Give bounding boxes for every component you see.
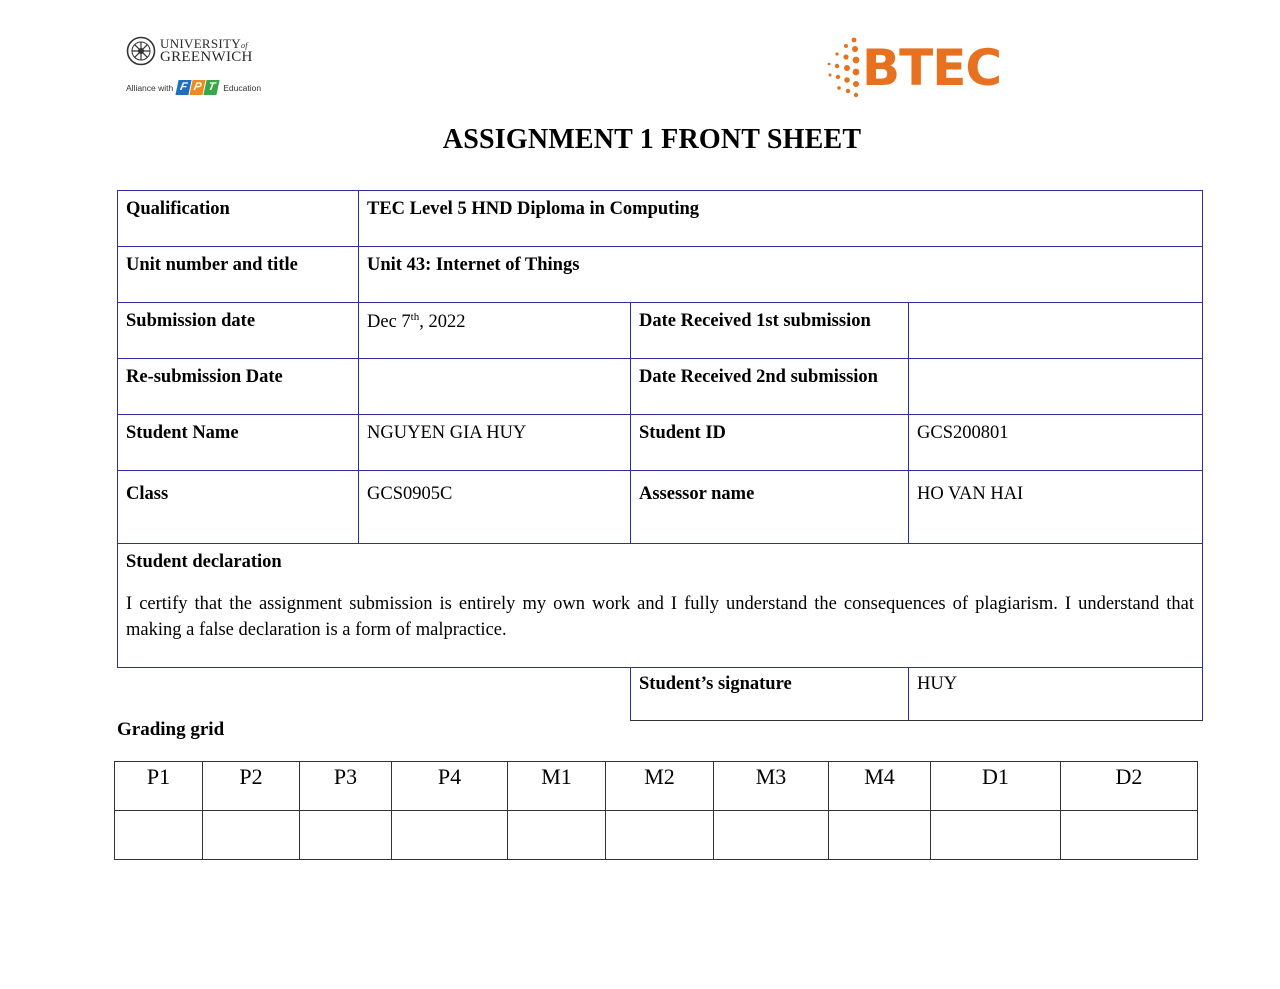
- class-value: GCS0905C: [359, 471, 631, 544]
- education-text: Education: [223, 82, 262, 93]
- declaration-row: [118, 544, 1203, 668]
- university-seal-icon: [126, 36, 156, 66]
- alliance-text: Alliance with: [126, 82, 174, 93]
- unit-value: Unit 43: Internet of Things: [359, 247, 1203, 303]
- grade-header-cell: M1: [508, 762, 606, 811]
- fpt-alliance-line: [126, 80, 261, 95]
- date-received-1-value: [909, 303, 1203, 359]
- assessor-label: Assessor name: [631, 471, 909, 544]
- submission-row: [118, 303, 1203, 359]
- qualification-row: [118, 191, 1203, 247]
- grade-value-cell: [1061, 811, 1198, 860]
- signature-label: Student’s signature: [631, 668, 909, 721]
- declaration-title: Student declaration: [126, 552, 282, 572]
- date-received-2-label: Date Received 2nd submission: [631, 359, 909, 415]
- grade-header-cell: P4: [392, 762, 508, 811]
- grading-grid-table: [114, 761, 1198, 860]
- qualification-label: Qualification: [118, 191, 359, 247]
- grade-header-cell: P1: [115, 762, 203, 811]
- student-id-label: Student ID: [631, 415, 909, 471]
- grading-value-row: [115, 811, 1198, 860]
- date-received-1-label: Date Received 1st submission: [631, 303, 909, 359]
- btec-wordmark: BTEC: [862, 39, 1002, 97]
- grade-value-cell: [931, 811, 1061, 860]
- student-name-label: Student Name: [118, 415, 359, 471]
- page-title: ASSIGNMENT 1 FRONT SHEET: [442, 124, 862, 155]
- grade-header-cell: D2: [1061, 762, 1198, 811]
- student-row: [118, 415, 1203, 471]
- grade-value-cell: [300, 811, 392, 860]
- student-id-value: GCS200801: [909, 415, 1203, 471]
- student-name-value: NGUYEN GIA HUY: [359, 415, 631, 471]
- grade-header-cell: M4: [829, 762, 931, 811]
- submission-date-value: Dec 7th, 2022: [359, 303, 631, 359]
- declaration-cell: [118, 544, 1203, 668]
- signature-spacer: [118, 668, 631, 721]
- grade-value-cell: [392, 811, 508, 860]
- submission-date-label: Submission date: [118, 303, 359, 359]
- grade-header-cell: M3: [714, 762, 829, 811]
- grade-header-cell: P3: [300, 762, 392, 811]
- university-wordmark-line2: GREENWICH: [160, 49, 253, 65]
- grading-header-row: [115, 762, 1198, 811]
- date-received-2-value: [909, 359, 1203, 415]
- university-of-greenwich-logo: [124, 34, 264, 100]
- qualification-value: TEC Level 5 HND Diploma in Computing: [359, 191, 1203, 247]
- resubmission-date-value: [359, 359, 631, 415]
- btec-dots-icon: [824, 34, 864, 100]
- grading-grid-title: Grading grid: [117, 719, 225, 740]
- declaration-text: I certify that the assignment submission is entirely my own work and I fully understand the consequences of plagiarism. I understand that making a false declaration is a form of malpractice.: [126, 594, 1195, 640]
- class-row: [118, 471, 1203, 544]
- university-wordmark-line1: UNIVERSITYof: [160, 36, 248, 51]
- front-sheet-table: [117, 190, 1203, 721]
- grade-header-cell: P2: [203, 762, 300, 811]
- btec-logo: [824, 34, 1024, 100]
- fpt-logo-icon: F P T: [177, 80, 219, 95]
- grade-header-cell: D1: [931, 762, 1061, 811]
- unit-label: Unit number and title: [118, 247, 359, 303]
- unit-row: [118, 247, 1203, 303]
- grade-header-cell: M2: [606, 762, 714, 811]
- grade-value-cell: [508, 811, 606, 860]
- assessor-value: HO VAN HAI: [909, 471, 1203, 544]
- class-label: Class: [118, 471, 359, 544]
- grade-value-cell: [829, 811, 931, 860]
- signature-value: HUY: [909, 668, 1203, 721]
- resubmission-row: [118, 359, 1203, 415]
- grade-value-cell: [606, 811, 714, 860]
- grade-value-cell: [203, 811, 300, 860]
- grade-value-cell: [714, 811, 829, 860]
- grade-value-cell: [115, 811, 203, 860]
- resubmission-date-label: Re-submission Date: [118, 359, 359, 415]
- signature-row: [118, 668, 1203, 721]
